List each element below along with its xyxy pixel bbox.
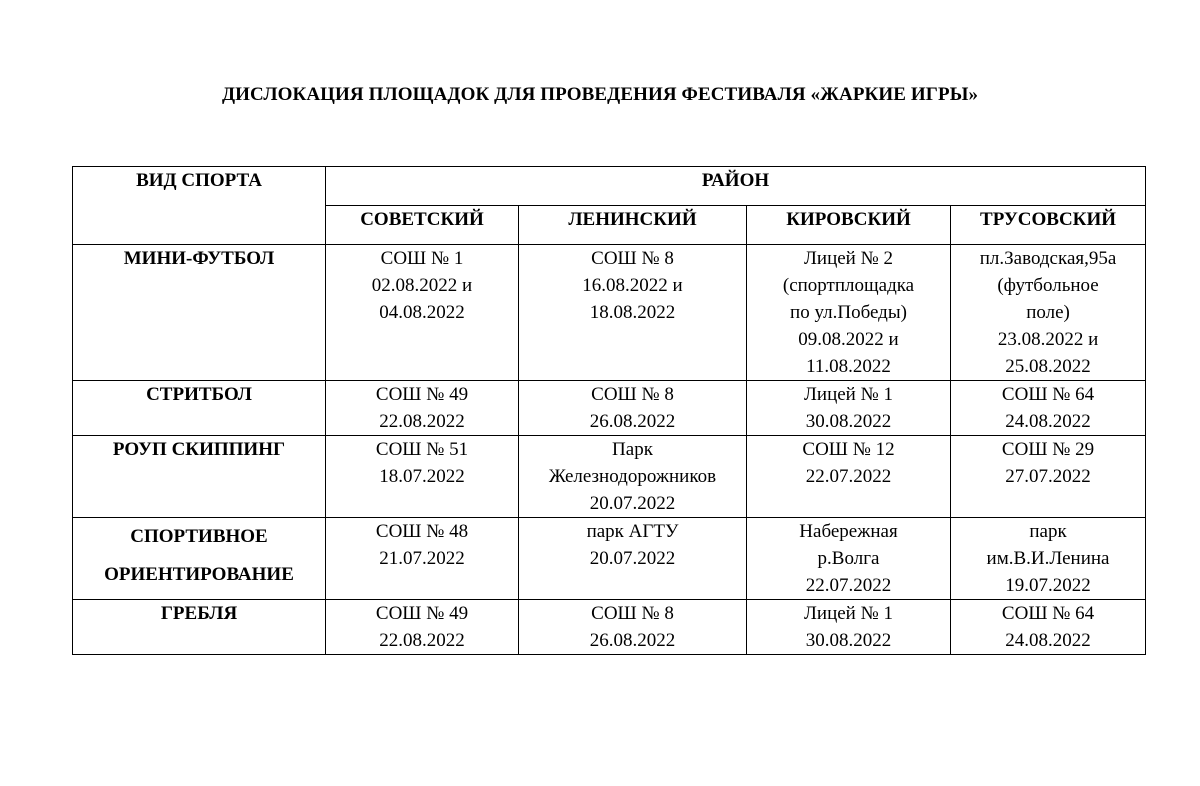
venue-cell-line: парк <box>1029 521 1067 542</box>
region-column-header: РАЙОН <box>326 167 1146 206</box>
venue-cell-line: СОШ № 8 <box>591 384 674 405</box>
sport-name-line: СПОРТИВНОЕ <box>130 526 268 547</box>
venue-cell-line: 30.08.2022 <box>805 630 892 651</box>
sport-name-line: МИНИ-ФУТБОЛ <box>123 248 275 269</box>
venue-cell-line: СОШ № 12 <box>802 439 895 460</box>
venue-cell-leninsky <box>519 436 747 518</box>
district-header-kirovsky: КИРОВСКИЙ <box>747 206 951 245</box>
venue-cell-line: Лицей № 1 <box>804 384 893 405</box>
venue-cell-line: 30.08.2022 <box>805 411 892 432</box>
venue-table-body <box>73 167 1146 655</box>
venue-cell-leninsky <box>519 518 747 600</box>
table-row <box>73 600 1146 655</box>
district-header-trusovsky: ТРУСОВСКИЙ <box>951 206 1146 245</box>
venue-cell-line: 23.08.2022 и <box>997 329 1099 350</box>
venue-cell-kirovsky <box>747 600 951 655</box>
venue-cell-line: 21.07.2022 <box>379 548 465 569</box>
table-row <box>73 381 1146 436</box>
venue-cell-line: СОШ № 1 <box>380 248 464 269</box>
venue-cell-kirovsky <box>747 245 951 381</box>
sport-name-cell <box>73 381 326 436</box>
venue-cell-line: СОШ № 48 <box>375 521 469 542</box>
venue-cell-line: СОШ № 49 <box>375 384 469 405</box>
sport-name-line: ОРИЕНТИРОВАНИЕ <box>104 564 294 585</box>
venue-cell-sovetsky <box>326 245 519 381</box>
sport-name-line: ГРЕБЛЯ <box>160 603 238 624</box>
venue-cell-trusovsky <box>951 436 1146 518</box>
venue-cell-line: 11.08.2022 <box>806 356 891 377</box>
venue-cell-line: СОШ № 8 <box>591 248 674 269</box>
venue-cell-line: СОШ № 64 <box>1001 384 1095 405</box>
venue-cell-line: 20.07.2022 <box>589 493 676 514</box>
venue-cell-sovetsky <box>326 381 519 436</box>
venue-cell-line: Парк <box>612 439 653 460</box>
venue-cell-line: Лицей № 2 <box>804 248 893 269</box>
venue-cell-line: Набережная <box>799 521 898 542</box>
venue-cell-line: 26.08.2022 <box>589 630 676 651</box>
venue-cell-line: парк АГТУ <box>586 521 679 542</box>
sport-name-line: РОУП СКИППИНГ <box>112 439 286 460</box>
venue-cell-sovetsky <box>326 518 519 600</box>
district-header-leninsky: ЛЕНИНСКИЙ <box>519 206 747 245</box>
venue-cell-line: им.В.И.Ленина <box>986 548 1110 569</box>
venue-cell-kirovsky <box>747 381 951 436</box>
venue-cell-line: пл.Заводская,95а <box>979 248 1117 269</box>
table-row <box>73 436 1146 518</box>
venue-cell-leninsky <box>519 245 747 381</box>
sport-name-cell <box>73 245 326 381</box>
sport-column-header: ВИД СПОРТА <box>73 167 326 245</box>
venue-cell-line: 18.07.2022 <box>379 466 465 487</box>
venue-cell-line: 18.08.2022 <box>589 302 676 323</box>
venue-cell-line: 22.07.2022 <box>805 575 892 596</box>
venue-cell-leninsky <box>519 600 747 655</box>
venue-cell-line: 02.08.2022 и <box>371 275 473 296</box>
venue-cell-sovetsky <box>326 436 519 518</box>
venue-cell-line: СОШ № 29 <box>1001 439 1095 460</box>
sport-name-cell <box>73 600 326 655</box>
venue-cell-line: (футбольное <box>997 275 1099 296</box>
venue-cell-line: СОШ № 51 <box>375 439 469 460</box>
venue-cell-line: Лицей № 1 <box>804 603 893 624</box>
venue-cell-line: Железнодорожников <box>548 466 717 487</box>
venue-cell-line: СОШ № 64 <box>1001 603 1095 624</box>
table-row <box>73 245 1146 381</box>
venue-table <box>72 166 1146 655</box>
venue-cell-line: 22.08.2022 <box>379 411 465 432</box>
venue-cell-trusovsky <box>951 381 1146 436</box>
venue-cell-trusovsky <box>951 600 1146 655</box>
document-title: ДИСЛОКАЦИЯ ПЛОЩАДОК ДЛЯ ПРОВЕДЕНИЯ ФЕСТИВАЛЯ «ЖАРКИЕ ИГРЫ» <box>221 84 979 105</box>
venue-cell-line: 09.08.2022 и <box>798 329 899 350</box>
venue-cell-line: СОШ № 49 <box>375 603 469 624</box>
venue-cell-kirovsky <box>747 436 951 518</box>
venue-cell-line: 27.07.2022 <box>1005 466 1091 487</box>
venue-cell-line: 25.08.2022 <box>1005 356 1091 377</box>
venue-cell-line: 22.07.2022 <box>805 466 892 487</box>
table-row <box>73 518 1146 600</box>
venue-cell-line: 04.08.2022 <box>379 302 465 323</box>
venue-cell-line: поле) <box>1026 302 1070 323</box>
venue-cell-line: СОШ № 8 <box>591 603 674 624</box>
venue-cell-trusovsky <box>951 518 1146 600</box>
sport-name-cell <box>73 436 326 518</box>
venue-cell-line: 24.08.2022 <box>1005 411 1091 432</box>
venue-cell-line: 16.08.2022 и <box>582 275 683 296</box>
venue-cell-line: 24.08.2022 <box>1005 630 1091 651</box>
sport-name-line: СТРИТБОЛ <box>146 384 252 405</box>
venue-cell-line: 22.08.2022 <box>379 630 465 651</box>
venue-cell-line: (спортплощадка <box>782 275 915 296</box>
venue-cell-sovetsky <box>326 600 519 655</box>
venue-cell-leninsky <box>519 381 747 436</box>
venue-cell-line: 20.07.2022 <box>589 548 676 569</box>
venue-cell-trusovsky <box>951 245 1146 381</box>
venue-cell-line: по ул.Победы) <box>790 302 907 323</box>
header-row <box>73 167 1146 206</box>
sport-name-cell <box>73 518 326 600</box>
venue-cell-line: 26.08.2022 <box>589 411 676 432</box>
venue-cell-line: 19.07.2022 <box>1005 575 1091 596</box>
venue-cell-line: р.Волга <box>817 548 880 569</box>
venue-cell-kirovsky <box>747 518 951 600</box>
district-header-sovetsky: СОВЕТСКИЙ <box>326 206 519 245</box>
